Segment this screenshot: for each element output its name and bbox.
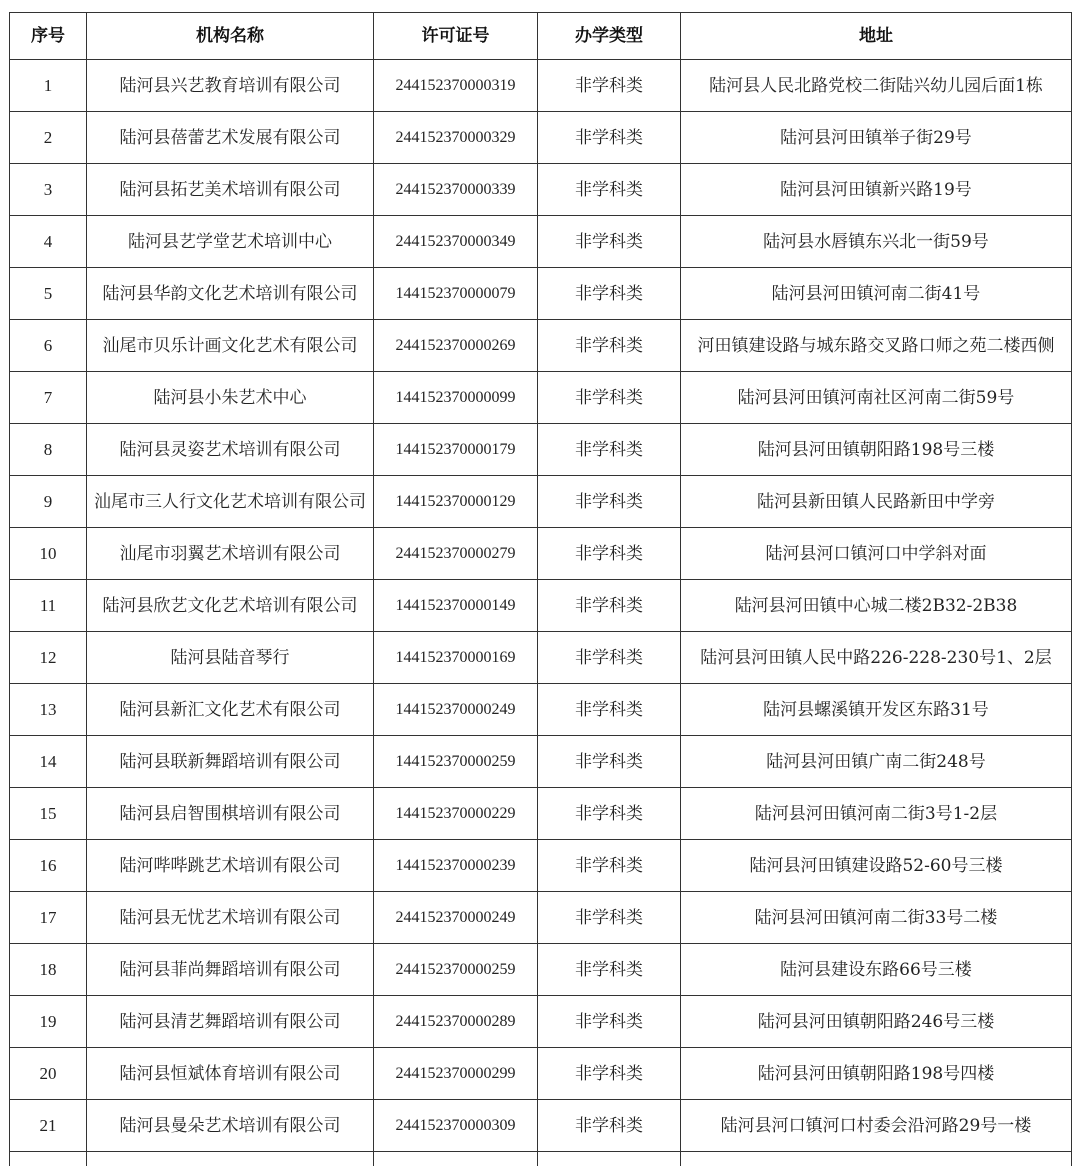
institution-table-container <box>9 12 1071 1166</box>
cell-name: 陆河县欣艺文化艺术培训有限公司 <box>87 580 374 632</box>
cell-type: 非学科类 <box>538 684 681 736</box>
cell-name: 陆河县菲尚舞蹈培训有限公司 <box>87 944 374 996</box>
cell-license: 244152370000339 <box>374 164 538 216</box>
cell-address: 河田镇建设路与城东路交叉路口师之苑二楼西侧 <box>681 320 1072 372</box>
cell-address: 陆河县螺溪镇开发区东路31号 <box>681 684 1072 736</box>
cell-address: 陆河县河田镇建设路52-60号三楼 <box>681 840 1072 892</box>
cell-type: 非学科类 <box>538 892 681 944</box>
table-row <box>10 164 1072 216</box>
cell-name: 陆河县启智围棋培训有限公司 <box>87 788 374 840</box>
cell-license: 244152370000299 <box>374 1048 538 1100</box>
table-row <box>10 60 1072 112</box>
cell-address: 陆河县河田镇河南社区河南二街59号 <box>681 372 1072 424</box>
cell-name: 陆河县蓓蕾艺术发展有限公司 <box>87 112 374 164</box>
cell-name: 汕尾市贝乐计画文化艺术有限公司 <box>87 320 374 372</box>
cell-name: 陆河县恒斌体育培训有限公司 <box>87 1048 374 1100</box>
cell-name: 陆河县兴艺教育培训有限公司 <box>87 60 374 112</box>
cell-license: 244152370000349 <box>374 216 538 268</box>
cell-name: 陆河县新汇文化艺术有限公司 <box>87 684 374 736</box>
header-license: 许可证号 <box>374 13 538 60</box>
cell-index: 9 <box>10 476 87 528</box>
cell-type: 非学科类 <box>538 424 681 476</box>
cell-index: 19 <box>10 996 87 1048</box>
cell-type: 非学科类 <box>538 580 681 632</box>
cell-address: 陆河县河田镇河南二街3号1-2层 <box>681 788 1072 840</box>
cell-license: 244152370000269 <box>374 320 538 372</box>
table-row <box>10 268 1072 320</box>
cell-index: 15 <box>10 788 87 840</box>
cell-index: 6 <box>10 320 87 372</box>
table-row <box>10 944 1072 996</box>
cell-name: 陆河哔哔跳艺术培训有限公司 <box>87 840 374 892</box>
table-row <box>10 892 1072 944</box>
cell-address: 陆河县河田镇新兴路19号 <box>681 164 1072 216</box>
cell-address: 陆河县新田镇人民路新田中学旁 <box>681 476 1072 528</box>
table-row <box>10 684 1072 736</box>
cell-index: 13 <box>10 684 87 736</box>
cell-index: 7 <box>10 372 87 424</box>
cell-type: 非学科类 <box>538 944 681 996</box>
partial-next-row <box>10 1152 1072 1167</box>
cell-name: 陆河县清艺舞蹈培训有限公司 <box>87 996 374 1048</box>
table-row <box>10 788 1072 840</box>
cell-address: 陆河县河田镇举子街29号 <box>681 112 1072 164</box>
cell-address: 陆河县人民北路党校二街陆兴幼儿园后面1栋 <box>681 60 1072 112</box>
cell-type: 非学科类 <box>538 216 681 268</box>
cell-address: 陆河县水唇镇东兴北一街59号 <box>681 216 1072 268</box>
cell-type: 非学科类 <box>538 1048 681 1100</box>
cell-index: 12 <box>10 632 87 684</box>
cell-name: 汕尾市羽翼艺术培训有限公司 <box>87 528 374 580</box>
cell-index: 21 <box>10 1100 87 1152</box>
table-row <box>10 580 1072 632</box>
cell-type: 非学科类 <box>538 528 681 580</box>
cell-type: 非学科类 <box>538 788 681 840</box>
cell-address: 陆河县河田镇朝阳路246号三楼 <box>681 996 1072 1048</box>
cell-license: 144152370000169 <box>374 632 538 684</box>
cell-license: 244152370000319 <box>374 60 538 112</box>
cell-index: 18 <box>10 944 87 996</box>
cell-name: 陆河县陆音琴行 <box>87 632 374 684</box>
cell-license: 144152370000179 <box>374 424 538 476</box>
cell-type: 非学科类 <box>538 996 681 1048</box>
tail-cell <box>10 1152 87 1167</box>
cell-type: 非学科类 <box>538 476 681 528</box>
cell-type: 非学科类 <box>538 632 681 684</box>
cell-index: 17 <box>10 892 87 944</box>
cell-license: 244152370000309 <box>374 1100 538 1152</box>
cell-license: 144152370000259 <box>374 736 538 788</box>
table-row <box>10 840 1072 892</box>
table-row <box>10 320 1072 372</box>
cell-name: 陆河县艺学堂艺术培训中心 <box>87 216 374 268</box>
cell-index: 1 <box>10 60 87 112</box>
header-row <box>10 13 1072 60</box>
cell-name: 陆河县无忧艺术培训有限公司 <box>87 892 374 944</box>
table-header <box>10 13 1072 60</box>
table-row <box>10 216 1072 268</box>
cell-type: 非学科类 <box>538 372 681 424</box>
header-type: 办学类型 <box>538 13 681 60</box>
table-row <box>10 1048 1072 1100</box>
cell-index: 3 <box>10 164 87 216</box>
cell-address: 陆河县河田镇广南二街248号 <box>681 736 1072 788</box>
cell-license: 144152370000249 <box>374 684 538 736</box>
tail-cell <box>538 1152 681 1167</box>
cell-index: 2 <box>10 112 87 164</box>
institution-table <box>9 12 1072 1166</box>
tail-cell <box>681 1152 1072 1167</box>
cell-license: 244152370000249 <box>374 892 538 944</box>
cell-name: 陆河县联新舞蹈培训有限公司 <box>87 736 374 788</box>
cell-license: 144152370000229 <box>374 788 538 840</box>
cell-index: 20 <box>10 1048 87 1100</box>
cell-name: 陆河县灵姿艺术培训有限公司 <box>87 424 374 476</box>
cell-index: 8 <box>10 424 87 476</box>
tail-cell <box>87 1152 374 1167</box>
cell-license: 144152370000239 <box>374 840 538 892</box>
cell-index: 16 <box>10 840 87 892</box>
table-row <box>10 736 1072 788</box>
cell-address: 陆河县河口镇河口村委会沿河路29号一楼 <box>681 1100 1072 1152</box>
cell-license: 244152370000279 <box>374 528 538 580</box>
table-row <box>10 528 1072 580</box>
cell-type: 非学科类 <box>538 736 681 788</box>
header-address: 地址 <box>681 13 1072 60</box>
cell-type: 非学科类 <box>538 60 681 112</box>
cell-license: 244152370000329 <box>374 112 538 164</box>
cell-index: 5 <box>10 268 87 320</box>
cell-type: 非学科类 <box>538 164 681 216</box>
cell-name: 陆河县小朱艺术中心 <box>87 372 374 424</box>
cell-license: 144152370000129 <box>374 476 538 528</box>
cell-address: 陆河县河田镇中心城二楼2B32-2B38 <box>681 580 1072 632</box>
cell-name: 陆河县曼朵艺术培训有限公司 <box>87 1100 374 1152</box>
cell-index: 4 <box>10 216 87 268</box>
table-row <box>10 476 1072 528</box>
cell-type: 非学科类 <box>538 1100 681 1152</box>
cell-index: 10 <box>10 528 87 580</box>
cell-address: 陆河县河田镇朝阳路198号三楼 <box>681 424 1072 476</box>
cell-type: 非学科类 <box>538 268 681 320</box>
table-body <box>10 60 1072 1152</box>
cell-address: 陆河县河田镇朝阳路198号四楼 <box>681 1048 1072 1100</box>
table-row <box>10 996 1072 1048</box>
table-tail <box>10 1152 1072 1167</box>
cell-type: 非学科类 <box>538 320 681 372</box>
cell-index: 14 <box>10 736 87 788</box>
cell-address: 陆河县河口镇河口中学斜对面 <box>681 528 1072 580</box>
cell-type: 非学科类 <box>538 112 681 164</box>
cell-license: 144152370000079 <box>374 268 538 320</box>
cell-name: 陆河县拓艺美术培训有限公司 <box>87 164 374 216</box>
table-row <box>10 112 1072 164</box>
header-index: 序号 <box>10 13 87 60</box>
cell-license: 244152370000259 <box>374 944 538 996</box>
table-row <box>10 424 1072 476</box>
cell-license: 244152370000289 <box>374 996 538 1048</box>
cell-name: 陆河县华韵文化艺术培训有限公司 <box>87 268 374 320</box>
cell-address: 陆河县建设东路66号三楼 <box>681 944 1072 996</box>
table-row <box>10 372 1072 424</box>
cell-name: 汕尾市三人行文化艺术培训有限公司 <box>87 476 374 528</box>
table-row <box>10 632 1072 684</box>
cell-address: 陆河县河田镇河南二街41号 <box>681 268 1072 320</box>
cell-license: 144152370000099 <box>374 372 538 424</box>
table-row <box>10 1100 1072 1152</box>
cell-license: 144152370000149 <box>374 580 538 632</box>
cell-type: 非学科类 <box>538 840 681 892</box>
cell-index: 11 <box>10 580 87 632</box>
tail-cell <box>374 1152 538 1167</box>
header-name: 机构名称 <box>87 13 374 60</box>
cell-address: 陆河县河田镇人民中路226-228-230号1、2层 <box>681 632 1072 684</box>
cell-address: 陆河县河田镇河南二街33号二楼 <box>681 892 1072 944</box>
